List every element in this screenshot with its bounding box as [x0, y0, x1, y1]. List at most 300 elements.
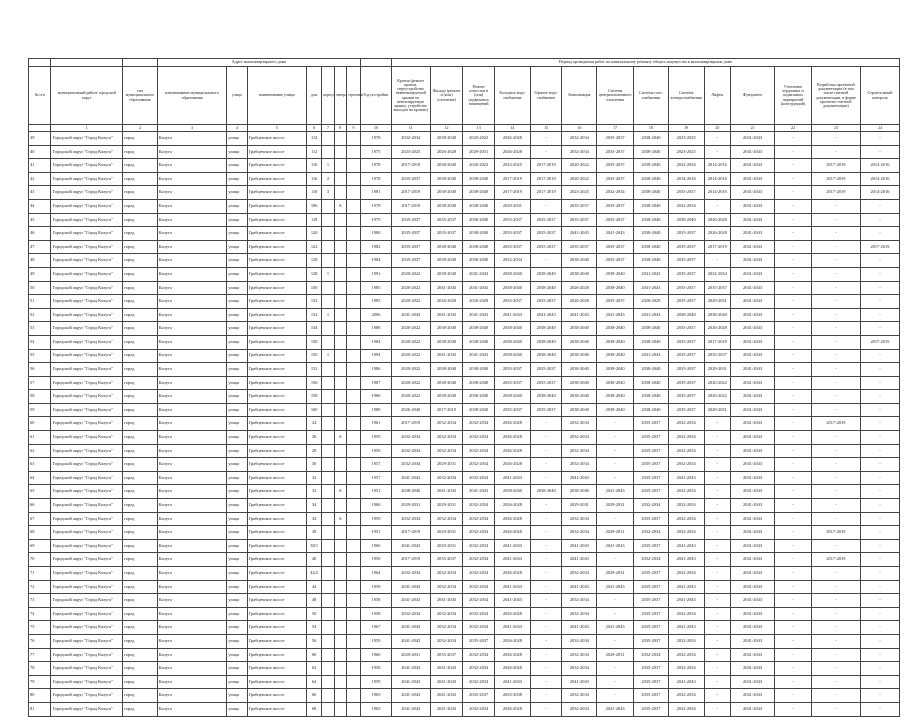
table-cell: 47: [29, 240, 51, 254]
table-cell: 2041-2043: [731, 471, 775, 485]
table-cell: 2041-2043: [430, 349, 463, 363]
table-cell: 2032-2034: [391, 132, 430, 146]
table-cell: 2038-2040: [562, 403, 597, 417]
table-cell: 2038-2040: [530, 335, 562, 349]
table-cell: 1978: [361, 199, 392, 213]
table-cell: Калуга: [157, 172, 227, 186]
table-cell: улица: [227, 594, 247, 608]
table-cell: 2032-2034: [668, 431, 704, 445]
table-cell: 2032-2034: [668, 512, 704, 526]
table-cell: улица: [227, 145, 247, 159]
table-cell: -: [811, 634, 860, 648]
table-cell: город: [123, 281, 158, 295]
table-cell: Городской округ "Город Калуга": [51, 335, 123, 349]
table-cell: 118: [307, 213, 322, 227]
table-row: [29, 281, 900, 295]
table-cell: 2035-2037: [463, 689, 495, 703]
table-cell: 66: [29, 499, 51, 513]
table-cell: [346, 213, 360, 227]
table-cell: 2038-2040: [463, 403, 495, 417]
table-cell: [346, 417, 360, 431]
table-cell: Грабцевское шоссе: [247, 499, 306, 513]
table-cell: улица: [227, 539, 247, 553]
table-cell: [334, 240, 346, 254]
table-cell: 2035-2037: [430, 553, 463, 567]
table-cell: 130: [307, 281, 322, 295]
table-cell: Калуга: [157, 363, 227, 377]
table-cell: 158: [307, 390, 322, 404]
table-cell: 74: [29, 607, 51, 621]
table-cell: город: [123, 594, 158, 608]
table-cell: 2017-2019: [811, 172, 860, 186]
table-cell: улица: [227, 499, 247, 513]
table-cell: 2020-2022: [391, 363, 430, 377]
table-cell: 2032-2034: [634, 553, 669, 567]
table-cell: [334, 662, 346, 676]
table-cell: [346, 132, 360, 146]
table-cell: 2041-2043: [731, 634, 775, 648]
table-cell: 32: [307, 471, 322, 485]
table-cell: 150: [307, 349, 322, 363]
table-row: [29, 335, 900, 349]
table-cell: 2014-2016: [860, 186, 899, 200]
table-row: [29, 240, 900, 254]
table-cell: 1965: [361, 702, 392, 716]
table-cell: 2032-2034: [668, 499, 704, 513]
table-cell: -: [530, 512, 562, 526]
table-cell: Калуга: [157, 675, 227, 689]
table-cell: 2035-2037: [634, 580, 669, 594]
table-cell: [346, 390, 360, 404]
table-cell: Грабцевское шоссе: [247, 159, 306, 173]
table-cell: улица: [227, 308, 247, 322]
table-cell: 2035-2037: [495, 376, 531, 390]
table-cell: -: [775, 458, 812, 472]
table-cell: 2020-2022: [391, 295, 430, 309]
table-cell: -: [860, 254, 899, 268]
table-cell: [346, 567, 360, 581]
table-cell: 2035-2037: [597, 145, 634, 159]
table-cell: -: [775, 335, 812, 349]
table-cell: Калуга: [157, 553, 227, 567]
table-cell: город: [123, 702, 158, 716]
table-cell: улица: [227, 485, 247, 499]
table-cell: улица: [227, 240, 247, 254]
column-number: 11: [391, 125, 430, 132]
header-spacer: [361, 59, 392, 67]
table-cell: улица: [227, 376, 247, 390]
table-cell: 42: [29, 172, 51, 186]
table-cell: 2035-2037: [634, 675, 669, 689]
table-cell: 2026-2028: [562, 281, 597, 295]
table-row: [29, 580, 900, 594]
table-cell: [334, 594, 346, 608]
table-cell: Городской округ "Город Калуга": [51, 539, 123, 553]
table-cell: [334, 227, 346, 241]
table-cell: -: [530, 471, 562, 485]
table-cell: 2041-2043: [391, 675, 430, 689]
table-cell: Грабцевское шоссе: [247, 145, 306, 159]
table-cell: улица: [227, 689, 247, 703]
table-cell: -: [811, 458, 860, 472]
column-header: Фундамент: [731, 67, 775, 125]
table-cell: улица: [227, 213, 247, 227]
table-cell: 2026-2028: [495, 567, 531, 581]
table-cell: Грабцевское шоссе: [247, 444, 306, 458]
table-cell: [346, 172, 360, 186]
table-cell: 58: [29, 390, 51, 404]
table-cell: [322, 363, 334, 377]
table-cell: Грабцевское шоссе: [247, 607, 306, 621]
table-cell: 1985: [361, 281, 392, 295]
table-cell: -: [860, 390, 899, 404]
table-cell: Грабцевское шоссе: [247, 485, 306, 499]
table-cell: 2038-2040: [634, 199, 669, 213]
table-cell: -: [597, 607, 634, 621]
table-row: [29, 267, 900, 281]
table-cell: 2038-2040: [634, 186, 669, 200]
table-cell: 1980: [361, 227, 392, 241]
table-cell: 2041-2043: [731, 648, 775, 662]
table-cell: -: [530, 702, 562, 716]
table-cell: город: [123, 580, 158, 594]
table-cell: 2041-2043: [463, 308, 495, 322]
table-cell: 2041-2043: [562, 580, 597, 594]
table-cell: 2038-2040: [634, 254, 669, 268]
table-cell: -: [704, 648, 731, 662]
table-cell: 2017-2019: [391, 417, 430, 431]
table-cell: 2017-2019: [430, 403, 463, 417]
table-cell: улица: [227, 349, 247, 363]
table-cell: 2023-2025: [495, 159, 531, 173]
table-cell: 2041-2043: [391, 594, 430, 608]
table-cell: 1991: [361, 267, 392, 281]
table-cell: Грабцевское шоссе: [247, 621, 306, 635]
table-cell: -: [811, 607, 860, 621]
table-cell: 2026-2028: [495, 607, 531, 621]
table-cell: Городской округ "Город Калуга": [51, 186, 123, 200]
table-cell: Калуга: [157, 322, 227, 336]
table-cell: Городской округ "Город Калуга": [51, 376, 123, 390]
table-cell: [346, 553, 360, 567]
table-cell: 2041-2043: [731, 186, 775, 200]
table-cell: -: [704, 580, 731, 594]
table-row: [29, 172, 900, 186]
table-cell: улица: [227, 363, 247, 377]
table-cell: -: [811, 539, 860, 553]
table-cell: -: [811, 363, 860, 377]
table-cell: -: [811, 485, 860, 499]
table-cell: -: [775, 349, 812, 363]
table-cell: 2041-2043: [495, 621, 531, 635]
table-cell: 76: [29, 634, 51, 648]
table-cell: Калуга: [157, 417, 227, 431]
header-spacer: [51, 59, 123, 67]
table-cell: -: [775, 444, 812, 458]
table-cell: Калуга: [157, 254, 227, 268]
table-cell: Калуга: [157, 580, 227, 594]
table-cell: 2041-2043: [495, 580, 531, 594]
table-cell: Городской округ "Город Калуга": [51, 675, 123, 689]
table-cell: 69: [29, 539, 51, 553]
table-cell: 2035-2037: [495, 295, 531, 309]
table-cell: [334, 172, 346, 186]
table-cell: Калуга: [157, 431, 227, 445]
table-cell: 2032-2034: [463, 431, 495, 445]
table-cell: город: [123, 227, 158, 241]
table-cell: 2035-2037: [597, 132, 634, 146]
table-cell: [346, 349, 360, 363]
table-cell: -: [775, 295, 812, 309]
table-cell: 2041-2043: [391, 308, 430, 322]
table-cell: -: [704, 702, 731, 716]
table-cell: -: [775, 199, 812, 213]
table-cell: 38/1: [307, 539, 322, 553]
table-cell: 2038-2040: [430, 132, 463, 146]
table-cell: [346, 675, 360, 689]
table-cell: 2032-2034: [562, 607, 597, 621]
table-cell: [322, 539, 334, 553]
table-cell: 2020-2022: [391, 390, 430, 404]
table-cell: Грабцевское шоссе: [247, 295, 306, 309]
table-cell: -: [860, 349, 899, 363]
table-cell: Грабцевское шоссе: [247, 186, 306, 200]
table-cell: 2041-2043: [562, 227, 597, 241]
table-cell: 2035-2037: [668, 267, 704, 281]
table-cell: Грабцевское шоссе: [247, 648, 306, 662]
table-cell: 2035-2037: [668, 376, 704, 390]
table-cell: 32: [307, 485, 322, 499]
table-cell: 2038-2040: [430, 172, 463, 186]
table-cell: 2014-2016: [668, 172, 704, 186]
table-cell: 2041-2043: [634, 281, 669, 295]
table-cell: 2032-2034: [634, 526, 669, 540]
table-cell: 2032-2034: [391, 567, 430, 581]
column-header: № п/п: [29, 67, 51, 125]
table-cell: 2041-2043: [731, 621, 775, 635]
table-cell: 2041-2043: [463, 485, 495, 499]
table-cell: 2032-2034: [668, 526, 704, 540]
table-cell: 2041-2043: [495, 471, 531, 485]
table-cell: 2041-2043: [668, 471, 704, 485]
table-cell: город: [123, 295, 158, 309]
table-cell: -: [811, 213, 860, 227]
table-cell: 2038-2040: [530, 322, 562, 336]
table-cell: улица: [227, 675, 247, 689]
table-cell: улица: [227, 335, 247, 349]
table-cell: улица: [227, 295, 247, 309]
table-cell: [346, 444, 360, 458]
table-cell: -: [775, 621, 812, 635]
table-cell: 2035-2037: [668, 295, 704, 309]
table-cell: 2038-2040: [430, 376, 463, 390]
column-headers: [29, 67, 900, 125]
table-cell: [346, 145, 360, 159]
table-cell: -: [775, 240, 812, 254]
table-cell: 2041-2043: [430, 702, 463, 716]
table-cell: 1957: [361, 471, 392, 485]
table-cell: 2035-2037: [634, 634, 669, 648]
table-row: [29, 512, 900, 526]
table-row: [29, 634, 900, 648]
table-cell: [322, 553, 334, 567]
table-cell: Грабцевское шоссе: [247, 594, 306, 608]
table-cell: Калуга: [157, 335, 227, 349]
table-cell: 2026-2028: [562, 295, 597, 309]
table-cell: -: [811, 567, 860, 581]
period-group-header: Период проведения работ по капитальному ремонту общего имущества в многоквартирном доме: [391, 59, 899, 67]
table-cell: 2038-2040: [597, 349, 634, 363]
table-cell: 28: [307, 444, 322, 458]
table-cell: улица: [227, 471, 247, 485]
table-row: [29, 444, 900, 458]
column-number: 4: [227, 125, 247, 132]
table-cell: -: [860, 458, 899, 472]
table-row: [29, 689, 900, 703]
table-cell: 2041-2043: [731, 485, 775, 499]
table-cell: Городской округ "Город Калуга": [51, 308, 123, 322]
table-cell: Калуга: [157, 376, 227, 390]
table-cell: [322, 145, 334, 159]
table-cell: -: [860, 607, 899, 621]
table-cell: Городской округ "Город Калуга": [51, 417, 123, 431]
table-cell: -: [530, 458, 562, 472]
table-cell: 2017-2019: [860, 335, 899, 349]
table-cell: Грабцевское шоссе: [247, 689, 306, 703]
table-cell: 50: [29, 281, 51, 295]
table-cell: 2041-2043: [731, 607, 775, 621]
table-cell: 2035-2037: [634, 444, 669, 458]
table-cell: [322, 702, 334, 716]
table-cell: 2038-2040: [495, 281, 531, 295]
table-cell: Грабцевское шоссе: [247, 675, 306, 689]
table-cell: [346, 295, 360, 309]
table-cell: Калуга: [157, 213, 227, 227]
table-cell: -: [860, 553, 899, 567]
table-cell: 2032-2034: [430, 621, 463, 635]
table-cell: 2038-2040: [562, 322, 597, 336]
table-cell: [322, 376, 334, 390]
table-cell: Городской округ "Город Калуга": [51, 240, 123, 254]
table-cell: 2035-2037: [597, 213, 634, 227]
table-cell: Грабцевское шоссе: [247, 254, 306, 268]
table-cell: 63: [29, 458, 51, 472]
table-cell: [322, 322, 334, 336]
table-cell: 152: [307, 363, 322, 377]
table-cell: 2035-2037: [562, 213, 597, 227]
table-cell: Калуга: [157, 526, 227, 540]
table-row: [29, 675, 900, 689]
table-cell: -: [860, 702, 899, 716]
table-cell: 2032-2034: [391, 458, 430, 472]
table-cell: Калуга: [157, 499, 227, 513]
column-number: 12: [430, 125, 463, 132]
table-cell: 68: [29, 526, 51, 540]
table-cell: Калуга: [157, 594, 227, 608]
table-cell: 2026-2028: [495, 444, 531, 458]
table-cell: 48: [307, 594, 322, 608]
table-cell: -: [811, 648, 860, 662]
table-cell: -: [811, 444, 860, 458]
table-cell: 2038-2040: [391, 485, 430, 499]
table-cell: Грабцевское шоссе: [247, 431, 306, 445]
table-cell: -: [775, 417, 812, 431]
table-cell: [322, 458, 334, 472]
table-cell: Калуга: [157, 702, 227, 716]
table-cell: -: [811, 349, 860, 363]
table-cell: 1951: [361, 526, 392, 540]
table-cell: 2038-2040: [430, 335, 463, 349]
table-cell: Грабцевское шоссе: [247, 240, 306, 254]
table-cell: -: [704, 458, 731, 472]
table-cell: город: [123, 634, 158, 648]
table-cell: 2032-2034: [562, 594, 597, 608]
table-cell: 2026-2028: [495, 417, 531, 431]
table-cell: 2026-2028: [495, 431, 531, 445]
table-cell: Калуга: [157, 227, 227, 241]
table-cell: город: [123, 145, 158, 159]
table-cell: -: [530, 621, 562, 635]
table-cell: 132: [307, 295, 322, 309]
table-cell: 1978: [361, 172, 392, 186]
table-cell: [322, 390, 334, 404]
table-cell: 2032-2034: [668, 417, 704, 431]
table-cell: 2035-2037: [668, 254, 704, 268]
table-cell: [322, 607, 334, 621]
table-cell: Городской округ "Город Калуга": [51, 281, 123, 295]
table-cell: [334, 607, 346, 621]
table-row: [29, 308, 900, 322]
table-cell: 46: [29, 227, 51, 241]
table-cell: 2038-2040: [430, 186, 463, 200]
table-cell: 2026-2028: [430, 145, 463, 159]
table-cell: -: [704, 634, 731, 648]
table-cell: 2035-2037: [668, 363, 704, 377]
table-cell: [334, 159, 346, 173]
table-cell: [334, 145, 346, 159]
table-cell: 2041-2043: [495, 308, 531, 322]
table-cell: -: [775, 662, 812, 676]
table-cell: 2: [322, 172, 334, 186]
column-header: Разработка проектной документации (в том числе сметной документации, в форме проектно-сметной документации): [811, 67, 860, 125]
table-cell: 2041-2043: [634, 349, 669, 363]
column-header: Год постройки: [361, 67, 392, 125]
table-cell: 2038-2040: [463, 213, 495, 227]
table-cell: [334, 621, 346, 635]
table-cell: -: [704, 199, 731, 213]
table-cell: 79: [29, 675, 51, 689]
table-cell: -: [860, 431, 899, 445]
table-cell: [322, 675, 334, 689]
table-cell: 1978: [361, 132, 392, 146]
table-cell: -: [597, 458, 634, 472]
table-cell: 2041-2043: [731, 458, 775, 472]
table-cell: 2038-2040: [634, 335, 669, 349]
table-cell: 64: [29, 471, 51, 485]
table-cell: 2041-2043: [463, 281, 495, 295]
table-cell: 2032-2034: [668, 662, 704, 676]
table-cell: 2041-2043: [668, 539, 704, 553]
table-cell: 71: [29, 567, 51, 581]
table-cell: Городской округ "Город Калуга": [51, 322, 123, 336]
table-cell: 2035-2037: [634, 471, 669, 485]
column-number: 3: [157, 125, 227, 132]
table-cell: улица: [227, 567, 247, 581]
table-cell: 2041-2043: [430, 675, 463, 689]
table-row: [29, 526, 900, 540]
table-cell: -: [811, 132, 860, 146]
table-cell: 2035-2037: [530, 213, 562, 227]
